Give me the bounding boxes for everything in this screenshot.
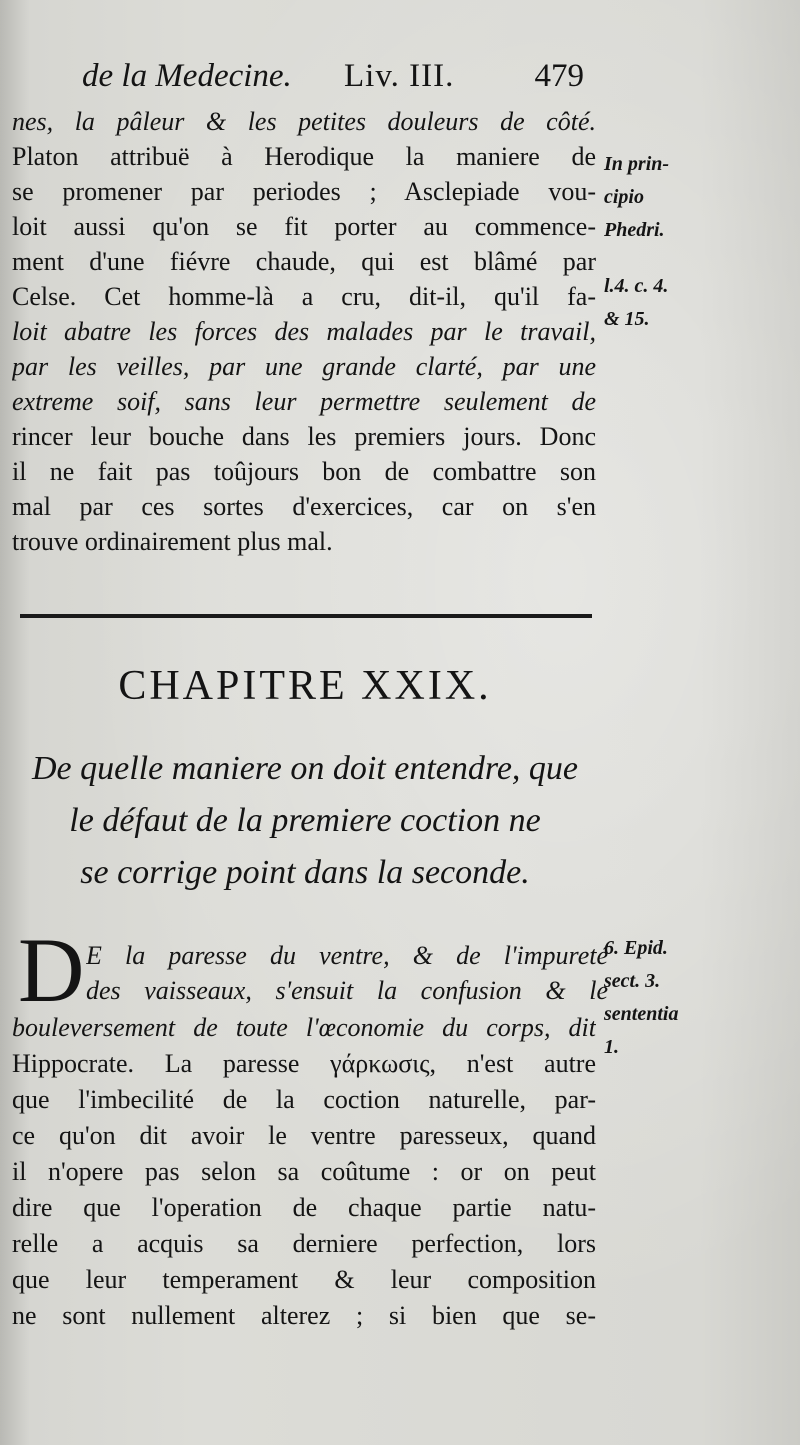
chapter-subtitle-line: De quelle maniere on doit entendre, que: [31, 750, 579, 787]
chapter-subtitle-line: se corrige point dans la seconde.: [80, 854, 530, 891]
margin-note-line: In prin-: [604, 153, 670, 175]
text-line: trouve ordinairement plus mal.: [12, 527, 333, 556]
margin-note-1: [604, 148, 794, 247]
drop-cap: D: [18, 919, 85, 1021]
header-title: de la Medecine.: [82, 58, 292, 94]
text-line: nes, la pâleur & les petites douleurs de côté.: [12, 107, 596, 136]
text-line: mal par ces sortes d'exercices, car on s'en: [12, 492, 596, 521]
text-line: que leur temperament & leur composition: [12, 1265, 596, 1294]
margin-note-line: l.4. c. 4.: [604, 275, 669, 297]
margin-note-line: cipio: [604, 186, 644, 208]
text-line: bouleversement de toute l'œconomie du corps, dit: [12, 1013, 596, 1042]
chapter-title: CHAPITRE XXIX.: [118, 663, 492, 709]
text-line: rincer leur bouche dans les premiers jours. Donc: [12, 422, 596, 451]
page-number: 479: [534, 58, 584, 94]
margin-note-line: 1.: [604, 1036, 619, 1058]
text-line: E la paresse du ventre, & de l'impureté: [86, 941, 608, 970]
text-line: ne sont nullement alterez ; si bien que se-: [12, 1301, 596, 1330]
text-line: se promener par periodes ; Asclepiade vou-: [12, 177, 596, 206]
text-line: des vaisseaux, s'ensuit la confusion & le: [86, 976, 608, 1005]
text-line: loit abatre les forces des malades par le travail,: [12, 317, 596, 346]
running-header: [82, 52, 592, 100]
text-line: par les veilles, par une grande clarté, par une: [12, 352, 596, 381]
text-line: Hippocrate. La paresse γάρκωσις, n'est autre: [12, 1049, 596, 1078]
margin-note-line: 6. Epid.: [604, 937, 668, 959]
margin-note-line: & 15.: [604, 308, 650, 330]
margin-note-2: [604, 270, 794, 336]
text-line: Platon attribuë à Herodique la maniere de: [12, 142, 596, 171]
header-book-number: Liv. III.: [344, 58, 455, 94]
text-line: dire que l'operation de chaque partie natu-: [12, 1193, 596, 1222]
text-line: Celse. Cet homme-là a cru, dit-il, qu'il fa-: [12, 282, 596, 311]
margin-note-line: sect. 3.: [604, 970, 661, 992]
text-line: que l'imbecilité de la coction naturelle, par-: [12, 1085, 596, 1114]
text-line: il n'opere pas selon sa coûtume : or on peut: [12, 1157, 596, 1186]
text-line: loit aussi qu'on se fit porter au commence-: [12, 212, 596, 241]
text-line: extreme soif, sans leur permettre seulement de: [12, 387, 596, 416]
text-line: relle a acquis sa derniere perfection, lors: [12, 1229, 596, 1258]
text-line: ment d'une fiévre chaude, qui est blâmé par: [12, 247, 596, 276]
margin-note-line: Phedri.: [604, 219, 665, 241]
margin-note-line: sententia: [604, 1003, 679, 1025]
text-line: ce qu'on dit avoir le ventre paresseux, quand: [12, 1121, 596, 1150]
section-divider: [20, 614, 592, 618]
margin-note-3: [604, 932, 794, 1064]
chapter-subtitle-line: le défaut de la premiere coction ne: [69, 802, 541, 839]
text-line: il ne fait pas toûjours bon de combattre son: [12, 457, 596, 486]
